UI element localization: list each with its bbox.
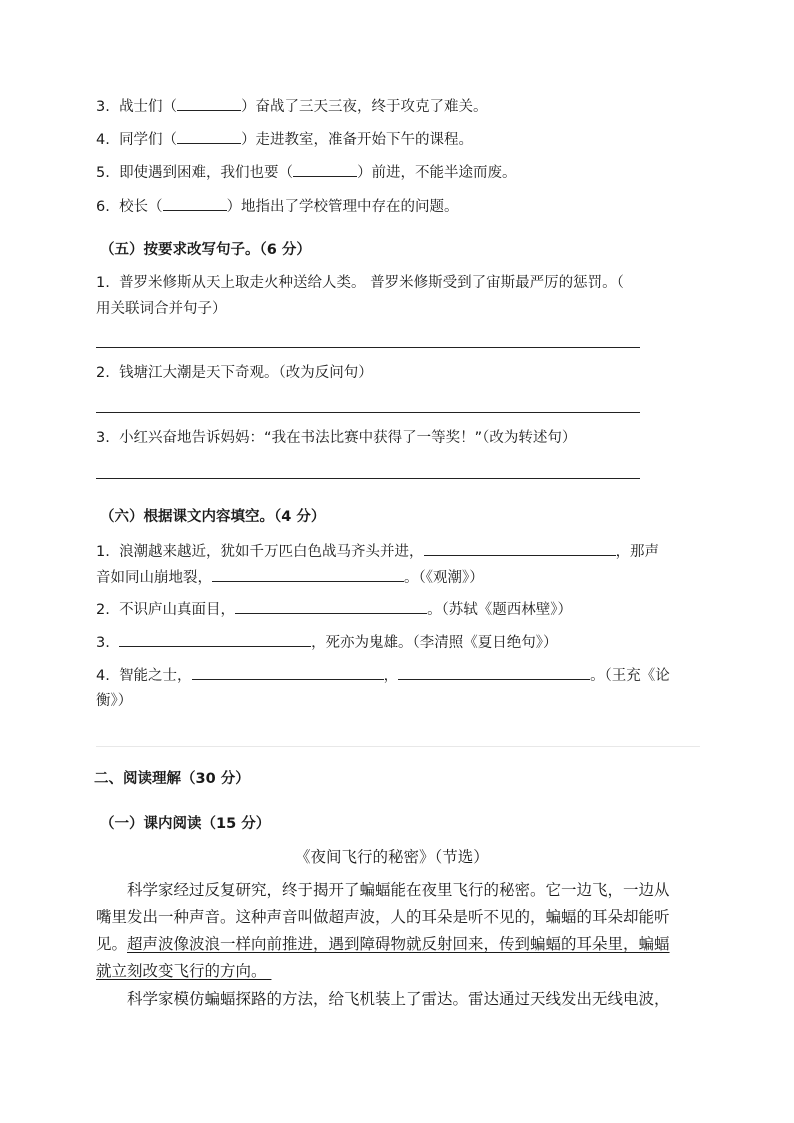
answer-blank[interactable] bbox=[177, 95, 241, 111]
answer-blank[interactable] bbox=[424, 540, 616, 556]
item-number: 6. bbox=[96, 199, 110, 215]
part-heading-reading: 二、阅读理解（30 分） bbox=[94, 771, 250, 787]
item-number: 5. bbox=[96, 165, 110, 181]
recall-q1-line1: 1. 浪潮越来越近，犹如千万匹白色战马齐头并进， ，那声 bbox=[96, 540, 659, 563]
answer-blank[interactable] bbox=[293, 161, 357, 177]
rewrite-q3: 3. 小红兴奋地告诉妈妈：“我在书法比赛中获得了一等奖！”（改为转述句） bbox=[96, 430, 577, 446]
passage-line: 见。超声波像波浪一样向前推进，遇到障碍物就反射回来，传到蝙蝠的耳朵里，蝙蝠 bbox=[96, 935, 670, 953]
section-heading-recall: （六）根据课文内容填空。（4 分） bbox=[100, 509, 326, 525]
underlined-sentence: 就立刻改变飞行的方向。 bbox=[96, 962, 267, 980]
answer-line[interactable] bbox=[96, 347, 640, 348]
passage-title: 《夜间飞行的秘密》（节选） bbox=[295, 848, 489, 866]
answer-blank[interactable] bbox=[192, 664, 384, 680]
passage-line bbox=[96, 958, 692, 985]
section-divider bbox=[96, 746, 700, 747]
item-number: 2. bbox=[96, 602, 110, 618]
item-number: 3. bbox=[96, 635, 110, 651]
recall-q1-line2: 音如同山崩地裂， 。（《观潮》） bbox=[96, 566, 484, 589]
section-heading-rewrite: （五）按要求改写句子。（6 分） bbox=[100, 242, 311, 258]
answer-blank[interactable] bbox=[235, 598, 427, 614]
item-number: 1. bbox=[96, 275, 110, 291]
recall-q3: 3. ，死亦为鬼雄。（李清照《夏日绝句》） bbox=[96, 631, 558, 654]
fill-item-5: 5. 即使遇到困难，我们也要（ ）前进，不能半途而废。 bbox=[96, 161, 517, 184]
answer-blank[interactable] bbox=[177, 128, 241, 144]
passage-line: 嘴里发出一种声音。这种声音叫做超声波，人的耳朵是听不见的，蝙蝠的耳朵却能听 bbox=[96, 908, 670, 926]
recall-q4-line2: 衡》） bbox=[96, 693, 133, 709]
answer-line[interactable] bbox=[96, 478, 640, 479]
item-number: 3. bbox=[96, 430, 110, 446]
fill-item-6: 6. 校长（ ）地指出了学校管理中存在的问题。 bbox=[96, 195, 459, 218]
passage-paragraph-1 bbox=[96, 877, 692, 985]
rewrite-q1-line2: 用关联词合并句子） bbox=[96, 301, 227, 317]
item-number: 3. bbox=[96, 99, 110, 115]
passage-line: 科学家模仿蝙蝠探路的方法，给飞机装上了雷达。雷达通过天线发出无线电波， bbox=[127, 990, 670, 1008]
recall-q2: 2. 不识庐山真面目， 。（苏轼《题西林壁》） bbox=[96, 598, 572, 621]
answer-blank[interactable] bbox=[119, 631, 311, 647]
rewrite-q1-line1: 1. 普罗米修斯从天上取走火种送给人类。 普罗米修斯受到了宙斯最严厉的惩罚。（ bbox=[96, 275, 624, 291]
answer-blank[interactable] bbox=[163, 195, 227, 211]
item-number: 4. bbox=[96, 132, 110, 148]
fill-item-3: 3. 战士们（ ）奋战了三天三夜，终于攻克了难关。 bbox=[96, 95, 488, 118]
underlined-sentence: 超声波像波浪一样向前推进，遇到障碍物就反射回来，传到蝙蝠的耳朵里，蝙蝠 bbox=[127, 935, 670, 953]
item-number: 1. bbox=[96, 544, 110, 560]
item-number: 4. bbox=[96, 668, 110, 684]
answer-line[interactable] bbox=[96, 412, 640, 413]
passage-line: 科学家经过反复研究，终于揭开了蝙蝠能在夜里飞行的秘密。它一边飞，一边从 bbox=[127, 881, 670, 899]
fill-item-4: 4. 同学们（ ）走进教室，准备开始下午的课程。 bbox=[96, 128, 473, 151]
sub-heading-in-class-reading: （一）课内阅读（15 分） bbox=[100, 816, 271, 832]
recall-q4-line1: 4. 智能之士， ， 。（王充《论 bbox=[96, 664, 670, 687]
answer-blank[interactable] bbox=[398, 664, 590, 680]
item-number: 2. bbox=[96, 365, 110, 381]
passage-paragraph-2 bbox=[96, 986, 692, 1013]
answer-blank[interactable] bbox=[212, 566, 404, 582]
rewrite-q2: 2. 钱塘江大潮是天下奇观。（改为反问句） bbox=[96, 365, 373, 381]
